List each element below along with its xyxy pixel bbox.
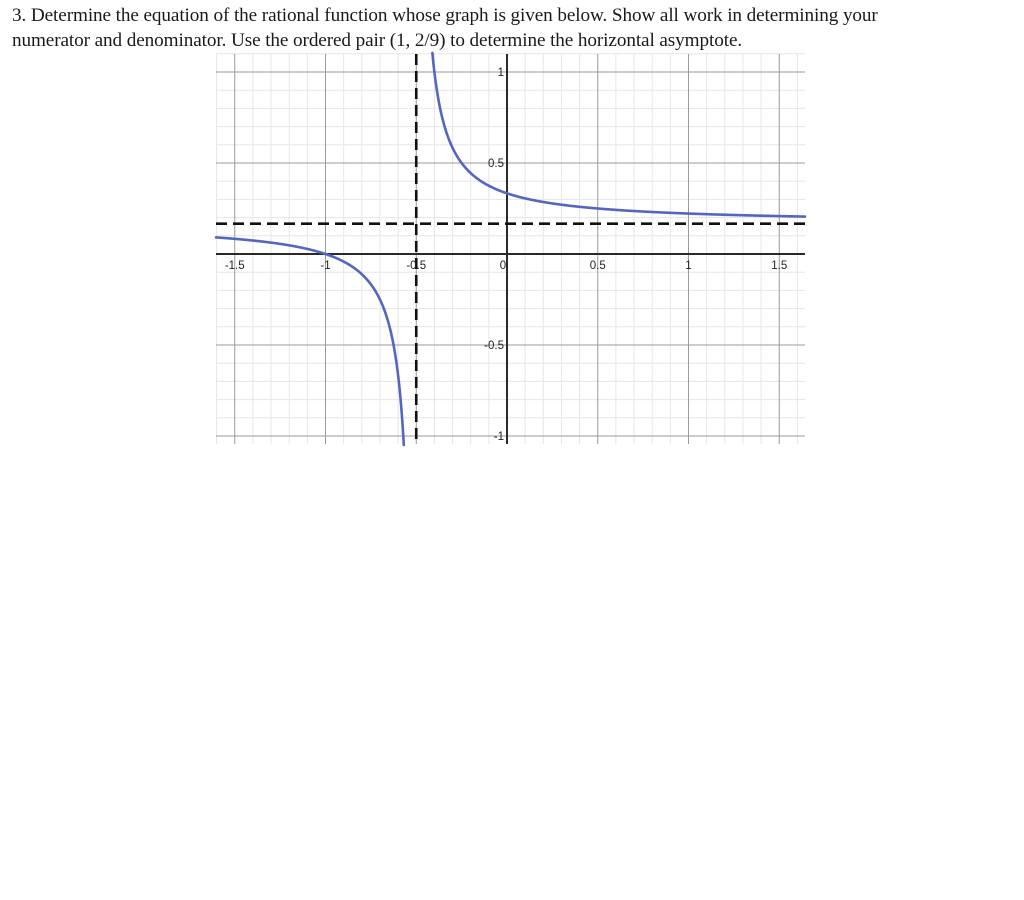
question-text: [12, 3, 1012, 53]
y-tick-label: 1: [497, 67, 504, 79]
tick-labels: [225, 67, 787, 443]
x-tick-label: -1.5: [224, 260, 245, 272]
x-tick-label: 1: [685, 260, 692, 272]
axes: [216, 54, 805, 444]
x-tick-label: -0.5: [406, 260, 427, 272]
major-grid: [216, 54, 805, 444]
asymptotes: [216, 54, 805, 444]
curve-right-branch: [432, 53, 805, 217]
x-tick-label: 0: [499, 260, 507, 272]
minor-grid: [216, 54, 805, 444]
question-line-1: 3. Determine the equation of the rational function whose graph is given below. Show all work in determining your: [12, 5, 878, 26]
y-tick-label: -0.5: [484, 340, 504, 352]
x-tick-label: 1.5: [771, 260, 788, 272]
question-line-2: numerator and denominator. Use the ordered pair (1, 2/9) to determine the horizontal asymptote.: [12, 30, 743, 51]
x-tick-label: -1: [320, 260, 331, 272]
y-tick-label: -1: [493, 431, 504, 443]
y-tick-label: 0.5: [488, 158, 504, 170]
function-curve: [216, 53, 805, 445]
x-tick-label: 0.5: [589, 260, 606, 272]
curve-left-branch: [216, 237, 404, 445]
